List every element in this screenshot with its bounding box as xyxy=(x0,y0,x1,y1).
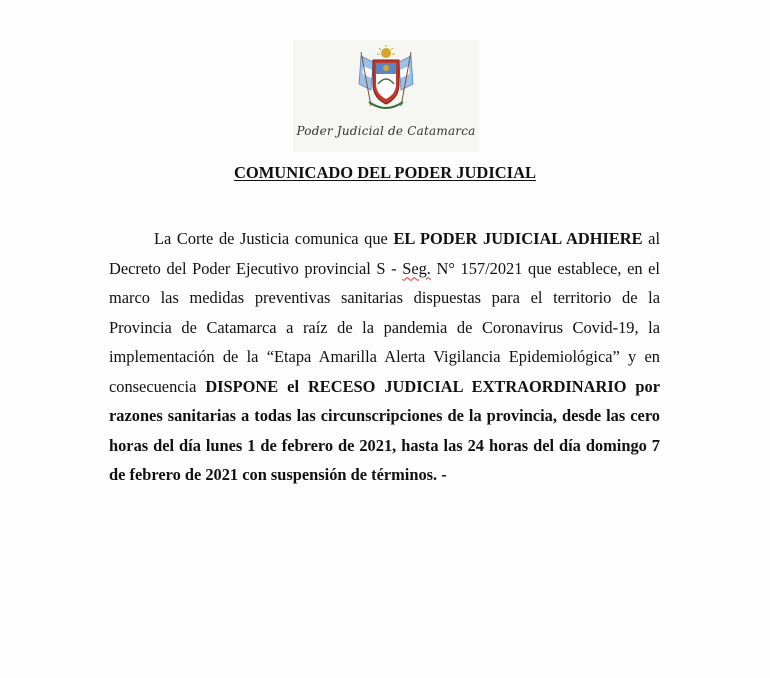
body-text-1: La Corte de Justicia comunica que xyxy=(154,229,394,248)
letterhead xyxy=(293,40,479,152)
spellcheck-flagged-word: Seg. xyxy=(402,258,431,278)
body-bold-1: EL PODER JUDICIAL ADHIERE xyxy=(393,229,643,248)
institution-caption: Poder Judicial de Catamarca xyxy=(296,124,476,138)
body-text-3: N° 157/2021 que establece, en el marco las medidas preventivas sanitarias dispuestas para el territorio de la Provincia de Catamarca a raíz de la pandemia de Coronavirus Covid-19, la implementación de la “Etapa Amarilla Alerta Vigilancia Epidemiológica” y en consecuencia xyxy=(109,258,660,396)
communique-body xyxy=(109,224,660,490)
body-text-2: al Decreto del Poder Ejecutivo provincial S - xyxy=(109,229,660,278)
body-bold-2: DISPONE el RECESO JUDICIAL EXTRAORDINARIO por razones sanitarias a todas las circunscripciones de la provincia, desde las cero horas del día lunes 1 de febrero de 2021, hasta las 24 horas del día domingo 7 de febrero de 2021 con suspensión de términos. - xyxy=(109,376,661,484)
catamarca-coat-of-arms-icon xyxy=(355,44,417,114)
page-title: COMUNICADO DEL PODER JUDICIAL xyxy=(233,163,537,182)
